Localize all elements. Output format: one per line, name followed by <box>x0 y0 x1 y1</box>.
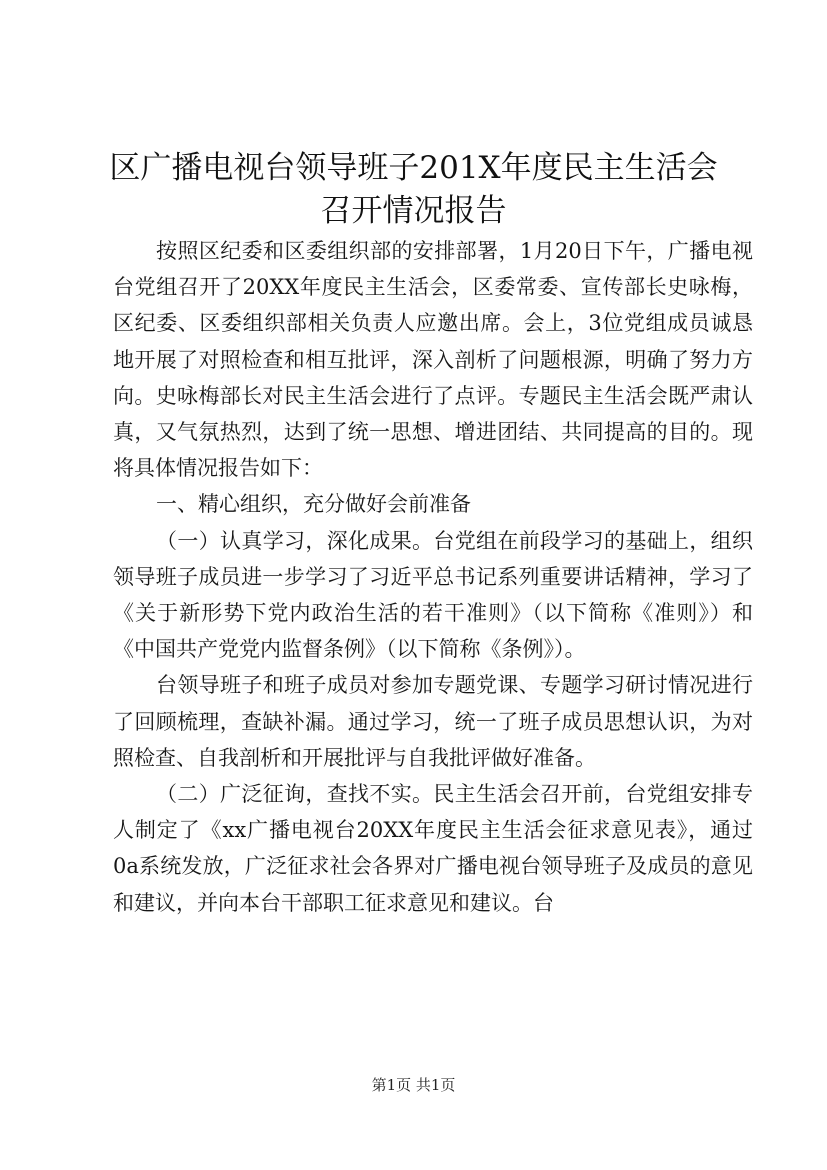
paragraph-consultation: （二）广泛征询，查找不实。民主生活会召开前，台党组安排专人制定了《xx广播电视台20XX年度民主生活会征求意见表》，通过0a系统发放，广泛征求社会各界对广播电视台领导班子及成员的意见和建议，并向本台干部职工征求意见和建议。台 <box>113 782 753 915</box>
document-title-line-2: 召开情况报告 <box>320 193 507 229</box>
page-number-footer: 第1页 共1页 <box>371 1076 456 1094</box>
paragraph-review: 台领导班子和班子成员对参加专题党课、专题学习研讨情况进行了回顾梳理，查缺补漏。通过学习，统一了班子成员思想认识，为对照检查、自我剖析和开展批评与自我批评做好准备。 <box>113 673 753 770</box>
paragraph-intro: 按照区纪委和区委组织部的安排部署，1月20日下午，广播电视台党组召开了20XX年度民主生活会，区委常委、宣传部长史咏梅，区纪委、区委组织部相关负责人应邀出席。会上，3位党组成员诚恳地开展了对照检查和相互批评，深入剖析了问题根源，明确了努力方向。史咏梅部长对民主生活会进行了点评。专题民主生活会既严肃认真，又气氛热烈，达到了统一思想、增进团结、共同提高的目的。现将具体情况报告如下： <box>113 239 753 481</box>
document-title-line-1: 区广播电视台领导班子201X年度民主生活会 <box>109 150 718 186</box>
document-body <box>113 233 753 921</box>
section-heading-1: 一、精心组织，充分做好会前准备 <box>156 492 472 517</box>
paragraph-study: （一）认真学习，深化成果。台党组在前段学习的基础上，组织领导班子成员进一步学习了习近平总书记系列重要讲话精神，学习了《关于新形势下党内政治生活的若干准则》（以下简称《准则》）和《中国共产党党内监督条例》（以下简称《条例》）。 <box>113 528 753 662</box>
